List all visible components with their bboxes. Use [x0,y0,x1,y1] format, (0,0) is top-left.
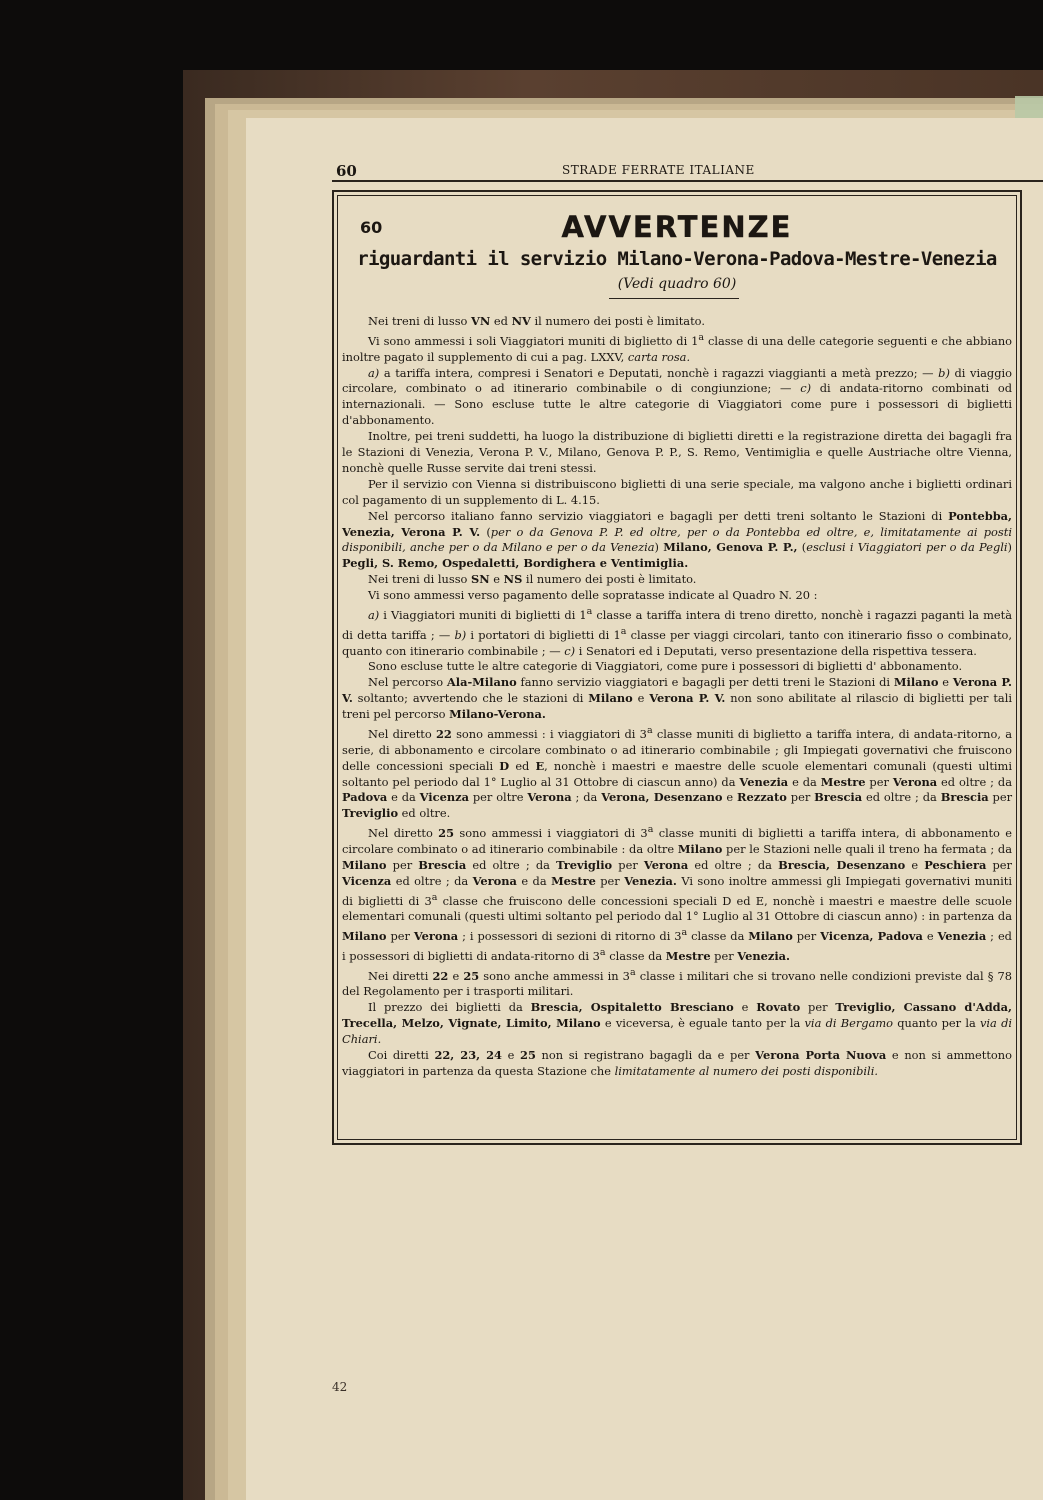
paragraph: Vi sono ammessi i soli Viaggiatori muniti di biglietto di 1$^a$ classe di una delle categorie seguenti e che abbiano inoltre pagato il supplemento di cui a pag. LXXV, carta rosa. [342,331,1013,364]
paragraph: Per il servizio con Vienna si distribuiscono biglietti di una serie speciale, ma valgono anche i biglietti ordinari col pagamento di un supplemento di L. 4.15. [342,476,1012,507]
book-page [246,118,1043,1500]
paragraph: Nei diretti 22 e 25 sono anche ammessi in 3$^a$ classe i militari che si trovano nelle condizioni previste dal § 78 del Regolamento per i trasporti militari. [342,966,1013,999]
notice-title: AVVERTENZE [561,210,793,244]
running-title: STRADE FERRATE ITALIANE [562,163,755,177]
paragraph: a) i Viaggiatori muniti di biglietti di 1$^a$ classe a tariffa intera di treno diretto, nonchè i ragazzi paganti la metà di detta tariffa ; — b) i portatori di biglietti di 1$^a$ classe per viaggi circolari, tanto con itinerario fisso o combinato, quanto con itinerario combinabile ; — c) i Senatori ed i Deputati, verso presentazione della rispettiva tessera. [342,606,1012,658]
box-number: 60 [360,218,383,237]
notice-body [342,314,1012,1080]
paragraph: Sono escluse tutte le altre categorie di Viaggiatori, come pure i possessori di biglietti d' abbonamento. [368,659,963,674]
title-rule [609,298,739,299]
paragraph: Nel diretto 25 sono ammessi i viaggiatori di 3$^a$ classe muniti di biglietti a tariffa intera, di abbonamento e circolare combinato o ad itinerario combinabile : da oltre Milano per le Stazioni nelle quali il treno ha fermata ; da Milano per Brescia ed oltre ; da Treviglio per Verona ed oltre ; da Brescia, Desenzano e Peschiera per Vicenza ed oltre ; da Verona e da Mestre per Venezia. Vi sono inoltre ammessi gli Impiegati governativi muniti di biglietti di 3$^a$ classe che fruiscono delle concessioni speciali D ed E, nonchè i maestri e maestre delle scuole elementari comunali (questi ultimi soltanto pel periodo dal 1° Luglio al 31 Ottobre di ciascun anno) : in partenza da Milano per Verona ; i possessori di sezioni di ritorno di 3$^a$ classe da Milano per Vicenza, Padova e Venezia ; ed i possessori di biglietti di andata-ritorno di 3$^a$ classe da Mestre per Venezia. [342,824,1013,963]
notice-box [332,190,1022,1145]
notice-subtitle: riguardanti il servizio Milano-Verona-Padova-Mestre-Venezia [357,248,997,270]
paragraph: Coi diretti 22, 23, 24 e 25 non si registrano bagagli da e per Verona Porta Nuova e non si ammettono viaggiatori in partenza da questa Stazione che limitatamente al numero dei posti disponibili. [342,1048,1012,1078]
table-reference: (Vedi quadro 60) [617,276,737,292]
paragraph: a) a tariffa intera, compresi i Senatori e Deputati, nonchè i ragazzi viaggianti a metà prezzo; — b) di viaggio circolare, combinato o ad itinerario combinabile o di congiunzione; — c) di andata-ritorno combinati od internazionali. — Sono escluse tutte le altre categorie di Viaggiatori come pure i possessori di biglietti d'abbonamento. [342,365,1012,428]
paragraph: Vi sono ammessi verso pagamento delle sopratasse indicate al Quadro N. 20 : [368,588,818,603]
paragraph: Nei treni di lusso SN e NS il numero dei posti è limitato. [368,572,697,587]
paragraph: Il prezzo dei biglietti da Brescia, Ospitaletto Bresciano e Rovato per Treviglio, Cassano d'Adda, Trecella, Melzo, Vignate, Limito, Milano e viceversa, è eguale tanto per la via di Bergamo quanto per la via di Chiari. [342,1000,1012,1047]
paragraph: Nel percorso italiano fanno servizio viaggiatori e bagagli per detti treni soltanto le Stazioni di Pontebba, Venezia, Verona P. V. (per o da Genova P. P. ed oltre, per o da Pontebba ed oltre, e, limitatamente ai posti disponibili, anche per o da Milano e per o da Venezia) Milano, Genova P. P., (esclusi i Viaggiatori per o da Pegli) Pegli, S. Remo, Ospedaletti, Bordighera e Ventimiglia. [342,508,1012,571]
paragraph: Inoltre, pei treni suddetti, ha luogo la distribuzione di biglietti diretti e la registrazione diretta dei bagagli fra le Stazioni di Venezia, Verona P. V., Milano, Genova P. P., S. Remo, Ventimiglia e quelle Austriache oltre Vienna, nonchè quelle Russe servite dai treni stessi. [342,429,1012,475]
page-number: 60 [336,162,357,180]
paragraph: Nel percorso Ala-Milano fanno servizio viaggiatori e bagagli per detti treni le Stazioni di Milano e Verona P. V. soltanto; avvertendo che le stazioni di Milano e Verona P. V. non sono abilitate al rilascio di biglietti per tali treni pel percorso Milano-Verona. [342,675,1013,722]
paragraph: Nel diretto 22 sono ammessi : i viaggiatori di 3$^a$ classe muniti di biglietto a tariffa intera, di andata-ritorno, a serie, di abbonamento e circolare combinato o ad itinerario combinabile ; gli Impiegati governativi che fruiscono delle concessioni speciali D ed E, nonchè i maestri e maestre delle scuole elementari comunali (questi ultimi soltanto pel periodo dal 1° Luglio al 31 Ottobre di ciascun anno) da Venezia e da Mestre per Verona ed oltre ; da Padova e da Vicenza per oltre Verona ; da Verona, Desenzano e Rezzato per Brescia ed oltre ; da Brescia per Treviglio ed oltre. [342,725,1013,821]
header-rule [332,180,1043,182]
signature-mark: 42 [332,1380,348,1394]
paragraph: Nei treni di lusso VN ed NV il numero dei posti è limitato. [368,314,705,328]
